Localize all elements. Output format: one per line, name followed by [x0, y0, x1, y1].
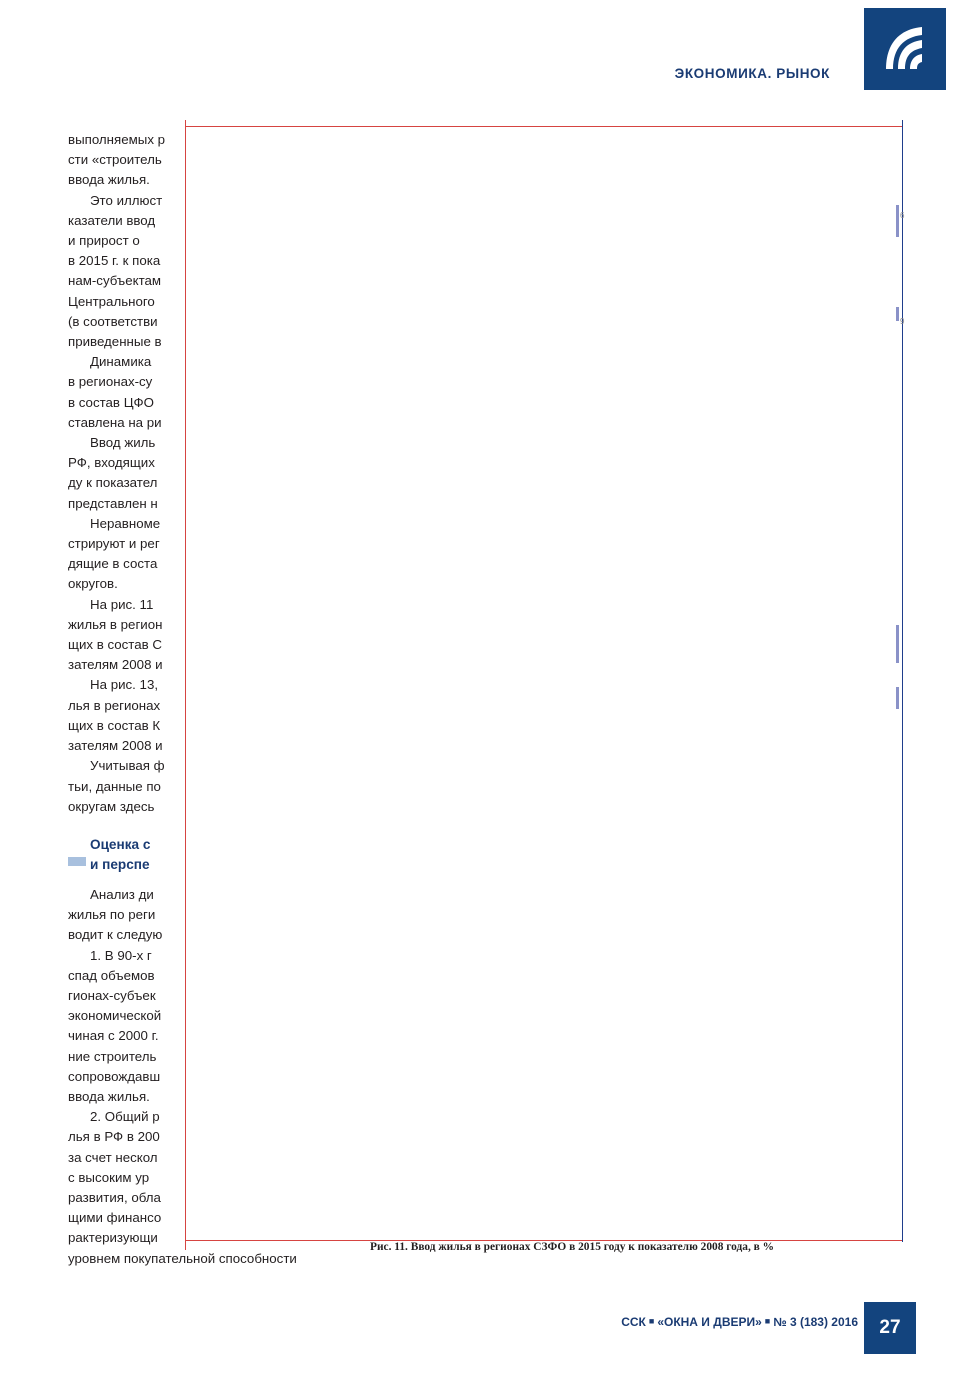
figure-bar-marker-3	[896, 625, 899, 663]
body-line: (в соответстви	[68, 313, 158, 329]
body-line: экономической	[68, 1008, 162, 1024]
body-line: гионах-субъек	[68, 987, 156, 1003]
body-line: РФ, входящих	[68, 455, 155, 471]
footer-publisher: ССК	[621, 1315, 646, 1329]
body-line: чиная с 2000 г.	[68, 1028, 159, 1044]
figure-bar-marker-2	[896, 307, 899, 321]
page-footer	[0, 1300, 980, 1385]
body-line: спад объемов	[68, 967, 155, 983]
section-heading-marker	[68, 857, 86, 866]
figure-caption: Рис. 11. Ввод жилья в регионах СЗФО в 2015 году к показателю 2008 года, в %	[370, 1241, 775, 1253]
body-line: ду к показател	[68, 475, 158, 491]
footer-journal: «ОКНА И ДВЕРИ»	[657, 1315, 762, 1329]
body-line: Это иллюст	[90, 192, 163, 208]
body-line: в состав ЦФО	[68, 394, 154, 410]
body-line: щих в состав К	[68, 717, 161, 733]
body-line: развития, обла	[68, 1189, 161, 1205]
body-line: округам здесь	[68, 798, 155, 814]
body-line: за счет нескол	[68, 1149, 158, 1165]
body-line: дящие в соста	[68, 556, 158, 572]
page-number-badge	[864, 1302, 916, 1354]
body-line: Центрального	[68, 293, 155, 309]
body-line: стрируют и рег	[68, 536, 160, 552]
figure-frame-right	[902, 120, 903, 1242]
body-line: На рис. 11	[90, 596, 154, 612]
header-section-title: ЭКОНОМИКА. РЫНОК	[674, 66, 830, 81]
page-header	[0, 0, 980, 110]
body-line: ставлена на ри	[68, 414, 162, 430]
page-number: 27	[879, 1317, 901, 1338]
body-line: ввода жилья.	[68, 172, 150, 188]
figure-edge-label-2: 9	[900, 317, 905, 326]
body-line: ввода жилья.	[68, 1088, 150, 1104]
body-line: щими финансо	[68, 1210, 162, 1226]
body-line: зателям 2008 и	[68, 738, 163, 754]
section-heading-line1: Оценка с	[90, 836, 151, 852]
article-body-text	[68, 130, 358, 1269]
body-line: выполняемых р	[68, 132, 166, 147]
body-line: щих в состав С	[68, 637, 163, 653]
body-line: Анализ ди	[90, 886, 154, 902]
body-line: На рис. 13,	[90, 677, 159, 693]
body-line: лья в регионах	[68, 697, 161, 713]
body-line: лья в РФ в 200	[68, 1129, 160, 1145]
body-line: и прирост о	[68, 233, 140, 249]
body-line: сопровождавш	[68, 1068, 161, 1084]
body-line: округов.	[68, 576, 118, 592]
logo-icon	[880, 23, 930, 75]
section-heading	[68, 835, 358, 875]
footer-separator-icon: ■	[648, 1316, 655, 1326]
body-line: уровнем покупательной способности	[68, 1250, 297, 1266]
figure-bar-marker-1	[896, 205, 899, 237]
body-line: Неравноме	[90, 515, 161, 531]
body-line: тьи, данные по	[68, 778, 161, 794]
figure-edge-label-1: 6	[900, 211, 905, 220]
body-line: с высоким ур	[68, 1169, 150, 1185]
footer-separator-icon-2: ■	[764, 1316, 771, 1326]
body-line: Учитывая ф	[90, 758, 165, 774]
body-line: казатели ввод	[68, 212, 156, 228]
figure-bar-marker-4	[896, 687, 899, 709]
body-line: в 2015 г. к пока	[68, 253, 161, 269]
body-line: нам-субъектам	[68, 273, 162, 289]
body-line: Динамика	[90, 354, 152, 370]
section-heading-line2: и перспе	[90, 856, 150, 872]
body-line: представлен н	[68, 495, 158, 511]
body-line: жилья в регион	[68, 616, 163, 632]
body-line: 1. В 90-х г	[90, 947, 152, 963]
body-line: сти «строитель	[68, 152, 162, 168]
body-line: Ввод жиль	[90, 435, 156, 451]
body-line: рактеризующи	[68, 1230, 158, 1246]
body-line: жилья по реги	[68, 907, 156, 923]
footer-credit	[621, 1315, 858, 1329]
body-line: 2. Общий р	[90, 1109, 160, 1125]
publisher-logo	[864, 8, 946, 90]
body-line: зателям 2008 и	[68, 657, 163, 673]
footer-issue: № 3 (183) 2016	[773, 1315, 858, 1329]
body-line: приведенные в	[68, 334, 162, 350]
body-line: ние строитель	[68, 1048, 157, 1064]
body-line: водит к следую	[68, 927, 163, 943]
body-line: в регионах-су	[68, 374, 153, 390]
